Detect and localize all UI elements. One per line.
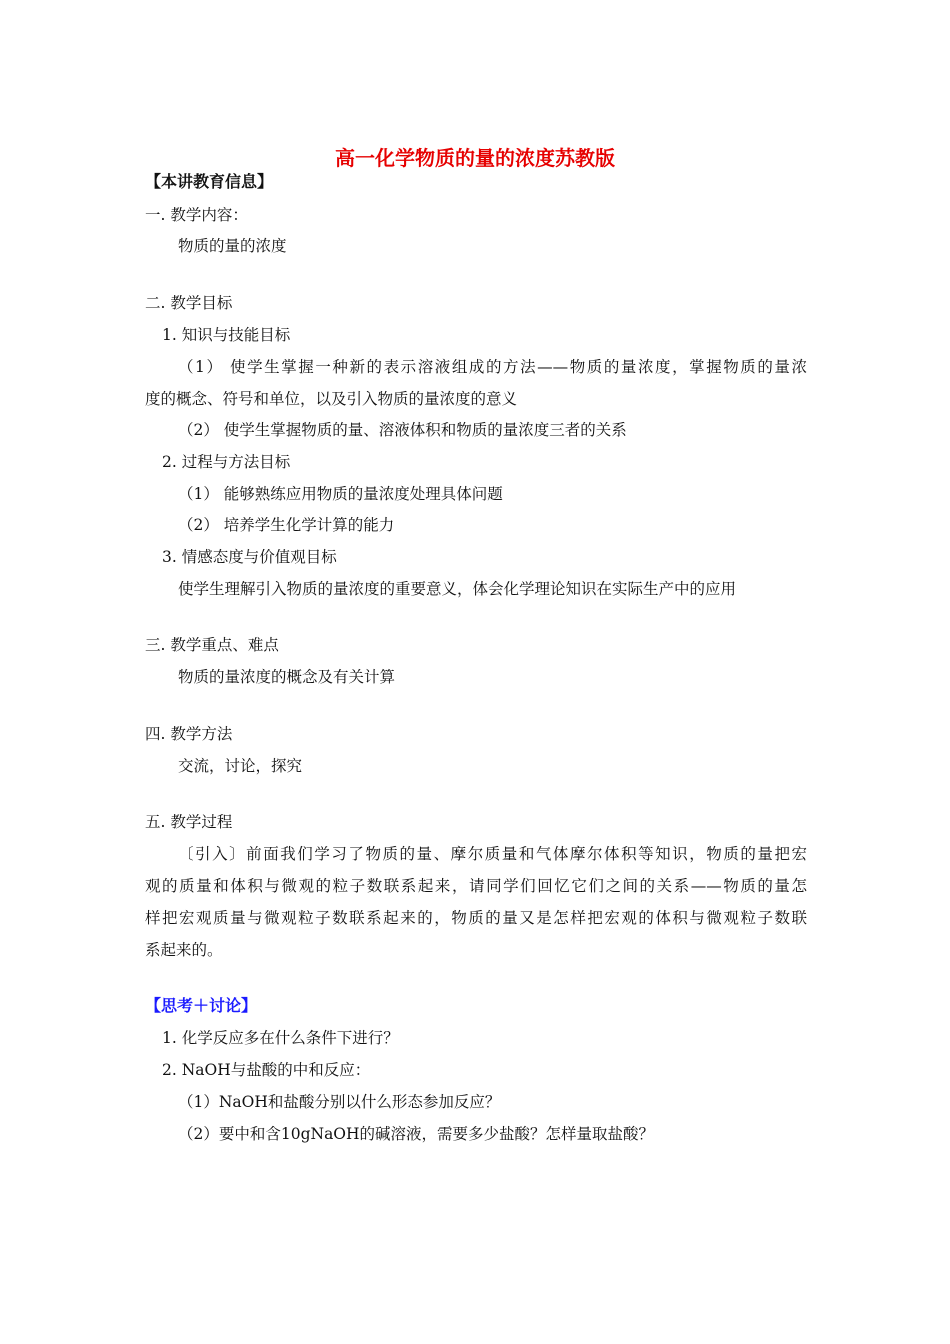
section-1-heading: 一. 教学内容：	[145, 206, 248, 224]
question-2-sub-1: （1）NaOH和盐酸分别以什么形态参加反应？	[178, 1093, 501, 1111]
question-1: 1. 化学反应多在什么条件下进行？	[162, 1029, 399, 1047]
goal-1-item-1-line-1: （1） 使学生掌握一种新的表示溶液组成的方法——物质的量浓度，掌握物质的量浓	[178, 358, 807, 376]
goal-3-heading: 3. 情感态度与价值观目标	[162, 548, 337, 566]
goal-1-item-2: （2） 使学生掌握物质的量、溶液体积和物质的量浓度三者的关系	[178, 421, 627, 439]
intro-paragraph-line-1: 〔引入〕前面我们学习了物质的量、摩尔质量和气体摩尔体积等知识，物质的量把宏	[178, 845, 807, 863]
goal-3-body: 使学生理解引入物质的量浓度的重要意义，体会化学理论知识在实际生产中的应用	[178, 580, 737, 598]
section-2-heading: 二. 教学目标	[145, 294, 233, 312]
section-5-heading: 五. 教学过程	[145, 813, 233, 831]
question-2-sub-2: （2）要中和含10gNaOH的碱溶液，需要多少盐酸？怎样量取盐酸？	[178, 1125, 655, 1143]
section-3-body: 物质的量浓度的概念及有关计算	[178, 668, 396, 686]
document-title: 高一化学物质的量的浓度苏教版	[335, 146, 615, 170]
intro-paragraph-line-3: 样把宏观质量与微观粒子数联系起来的，物质的量又是怎样把宏观的体积与微观粒子数联	[145, 909, 807, 927]
goal-2-item-1: （1） 能够熟练应用物质的量浓度处理具体问题	[178, 485, 503, 503]
info-heading: 【本讲教育信息】	[145, 172, 274, 191]
section-4-body: 交流，讨论，探究	[178, 757, 303, 775]
intro-paragraph-line-2: 观的质量和体积与微观的粒子数联系起来，请同学们回忆它们之间的关系——物质的量怎	[145, 877, 807, 895]
goal-2-heading: 2. 过程与方法目标	[162, 453, 291, 471]
think-discuss-heading: 【思考＋讨论】	[145, 996, 258, 1015]
goal-1-heading: 1. 知识与技能目标	[162, 326, 291, 344]
section-3-heading: 三. 教学重点、难点	[145, 636, 279, 654]
goal-1-item-1-line-2: 度的概念、符号和单位，以及引入物质的量浓度的意义	[145, 390, 518, 408]
section-4-heading: 四. 教学方法	[145, 725, 233, 743]
intro-paragraph-line-4: 系起来的。	[145, 941, 223, 959]
section-1-body: 物质的量的浓度	[178, 237, 287, 255]
question-2: 2. NaOH与盐酸的中和反应：	[162, 1061, 371, 1079]
goal-2-item-2: （2） 培养学生化学计算的能力	[178, 516, 395, 534]
